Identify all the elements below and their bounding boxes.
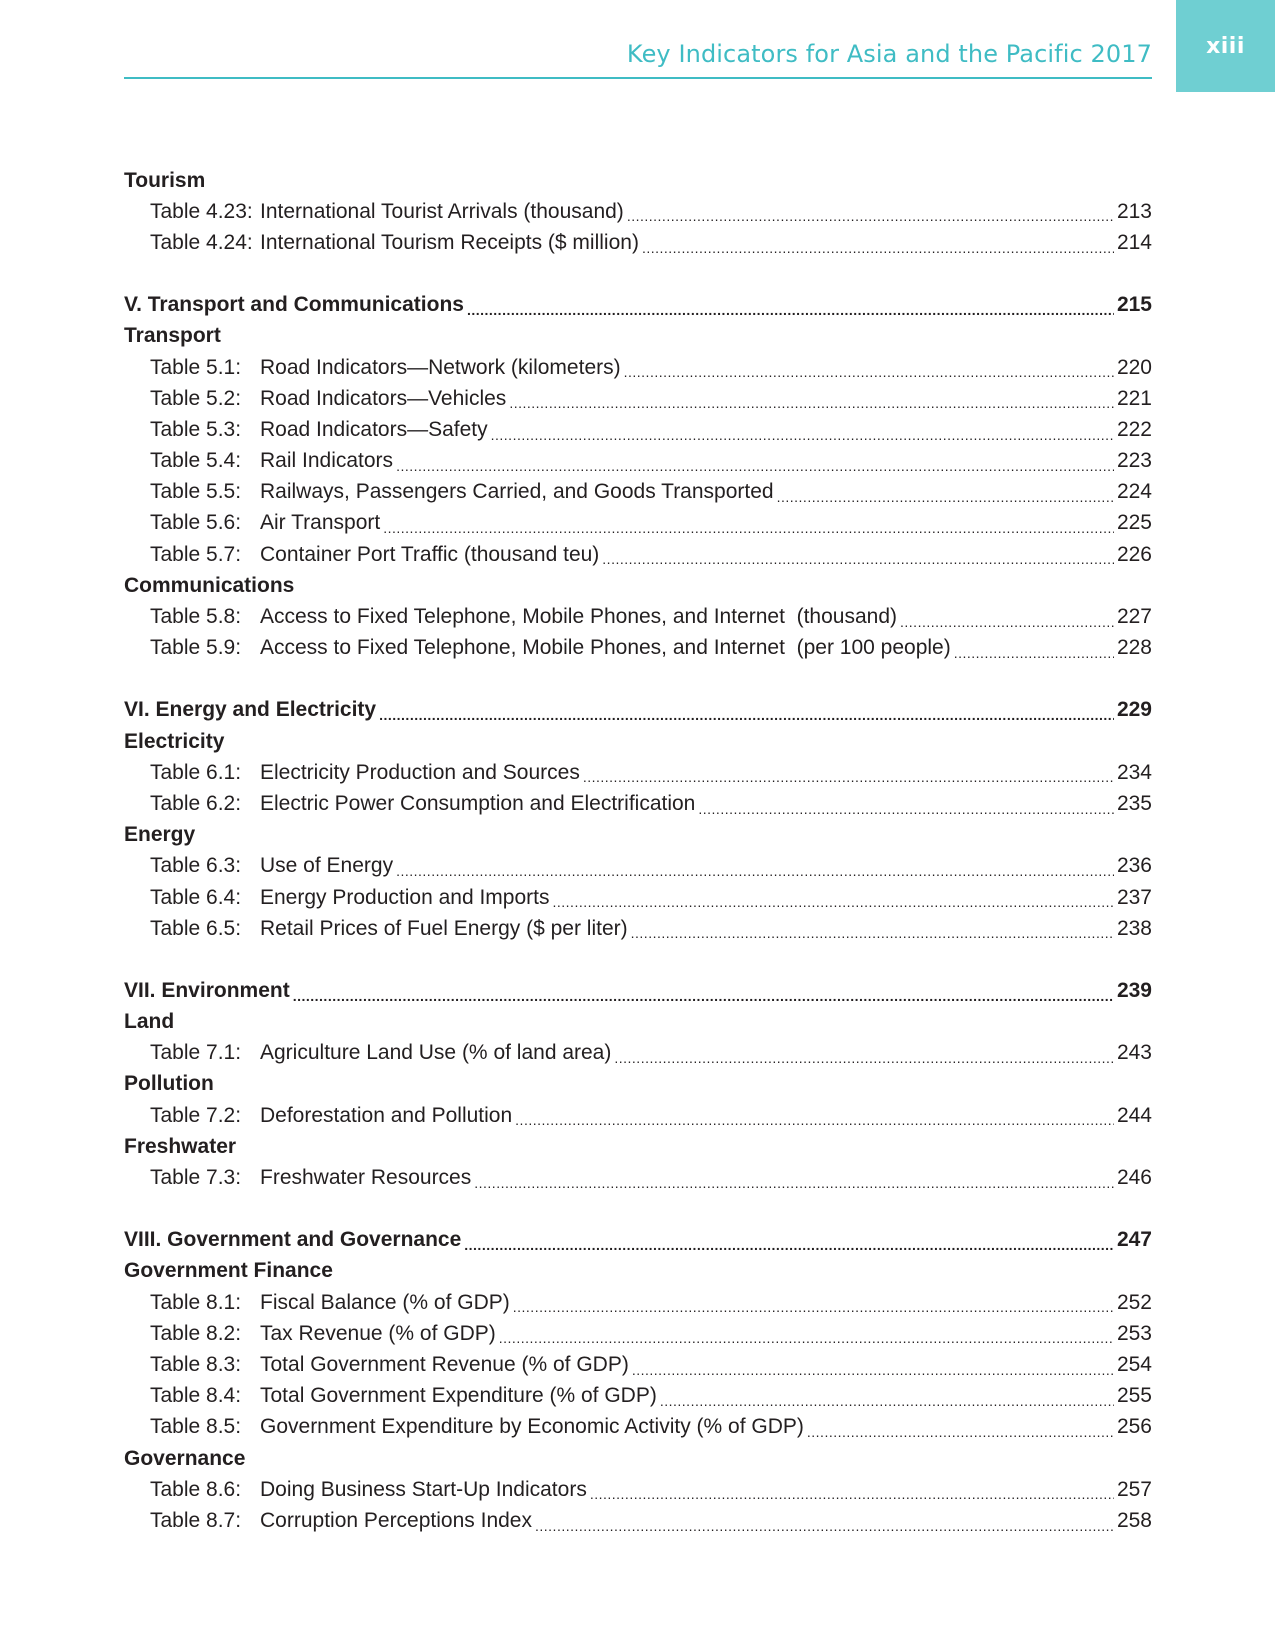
table-title: Access to Fixed Telephone, Mobile Phones, and Internet (per 100 people)	[260, 636, 951, 660]
table-number: Table 8.4:	[150, 1384, 242, 1408]
page-ref: 252	[1116, 1290, 1152, 1314]
page-ref: 222	[1116, 417, 1152, 441]
toc-entry[interactable]	[124, 1162, 1152, 1193]
page-ref: 247	[1116, 1228, 1152, 1252]
table-title: Government Expenditure by Economic Activity (% of GDP)	[260, 1415, 804, 1439]
dot-leader	[553, 885, 1114, 910]
toc-entry[interactable]	[124, 1100, 1152, 1131]
dot-leader	[509, 386, 1114, 411]
section-title: V. Transport and Communications	[124, 293, 464, 317]
toc-entry[interactable]	[124, 227, 1152, 258]
table-number: Table 4.23:	[150, 199, 253, 223]
table-title: Agriculture Land Use (% of land area)	[260, 1041, 612, 1065]
group-label: Land	[124, 1010, 175, 1034]
table-number: Table 8.7:	[150, 1508, 242, 1532]
dot-leader	[513, 1290, 1114, 1315]
group-title-energy	[124, 820, 1152, 851]
table-title: Total Government Revenue (% of GDP)	[260, 1352, 629, 1376]
page-ref: 258	[1116, 1508, 1152, 1532]
dot-leader	[293, 978, 1114, 1003]
dot-leader	[642, 230, 1114, 255]
dot-leader	[954, 636, 1114, 661]
dot-leader	[396, 449, 1114, 474]
dot-leader	[602, 542, 1114, 567]
page-ref: 215	[1116, 293, 1152, 317]
page-ref: 246	[1116, 1166, 1152, 1190]
dot-leader	[379, 698, 1114, 723]
dot-leader	[467, 293, 1114, 318]
table-number: Table 5.9:	[150, 636, 242, 660]
group-label: Pollution	[124, 1072, 214, 1096]
toc-entry[interactable]	[124, 633, 1152, 664]
group-title-tourism	[124, 165, 1152, 196]
page-ref: 227	[1116, 605, 1152, 629]
page-ref: 239	[1116, 978, 1152, 1002]
group-label: Transport	[124, 324, 221, 348]
group-title-transport	[124, 321, 1152, 352]
toc-entry[interactable]	[124, 1349, 1152, 1380]
dot-leader	[627, 199, 1114, 224]
section-heading-government-governance[interactable]	[124, 1225, 1152, 1256]
table-title: International Tourism Receipts ($ million)	[260, 230, 639, 254]
page-ref: 226	[1116, 542, 1152, 566]
table-number: Table 6.3:	[150, 854, 242, 878]
table-number: Table 5.8:	[150, 605, 242, 629]
group-label: Governance	[124, 1446, 246, 1470]
group-label: Energy	[124, 823, 196, 847]
toc-entry[interactable]	[124, 1412, 1152, 1443]
dot-leader	[777, 480, 1114, 505]
table-title: Road Indicators—Safety	[260, 417, 488, 441]
toc-entry[interactable]	[124, 383, 1152, 414]
section-heading-transport-communications[interactable]	[124, 290, 1152, 321]
dot-leader	[614, 1041, 1114, 1066]
dot-leader	[632, 1352, 1114, 1377]
toc-entry[interactable]	[124, 1318, 1152, 1349]
toc-entry[interactable]	[124, 196, 1152, 227]
table-number: Table 5.4:	[150, 449, 242, 473]
page-ref: 257	[1116, 1477, 1152, 1501]
table-title: Rail Indicators	[260, 449, 394, 473]
toc-entry[interactable]	[124, 1505, 1152, 1536]
page-ref: 256	[1116, 1415, 1152, 1439]
dot-leader	[464, 1228, 1114, 1253]
section-heading-environment[interactable]	[124, 975, 1152, 1006]
dot-leader	[499, 1321, 1114, 1346]
group-label: Electricity	[124, 729, 225, 753]
toc-entry[interactable]	[124, 1474, 1152, 1505]
toc-entry[interactable]	[124, 913, 1152, 944]
table-number: Table 5.2:	[150, 386, 242, 410]
dot-leader	[396, 854, 1114, 879]
page-ref: 225	[1116, 511, 1152, 535]
table-title: Energy Production and Imports	[260, 885, 550, 909]
dot-leader	[631, 916, 1114, 941]
toc-entry[interactable]	[124, 601, 1152, 632]
page-ref: 214	[1116, 230, 1152, 254]
dot-leader	[624, 355, 1114, 380]
table-title: Access to Fixed Telephone, Mobile Phones, and Internet (thousand)	[260, 605, 898, 629]
table-number: Table 8.6:	[150, 1477, 242, 1501]
dot-leader	[807, 1415, 1114, 1440]
group-label: Communications	[124, 573, 295, 597]
dot-leader	[660, 1384, 1114, 1409]
table-title: Retail Prices of Fuel Energy ($ per liter)	[260, 916, 628, 940]
page-number: xiii	[1206, 33, 1245, 59]
page-ref: 229	[1116, 698, 1152, 722]
running-title: Key Indicators for Asia and the Pacific 2017	[626, 40, 1152, 68]
table-title: International Tourist Arrivals (thousand)	[260, 199, 624, 223]
table-title: Air Transport	[260, 511, 381, 535]
table-number: Table 8.5:	[150, 1415, 242, 1439]
page-ref: 235	[1116, 791, 1152, 815]
table-title: Road Indicators—Network (kilometers)	[260, 355, 621, 379]
dot-leader	[698, 791, 1114, 816]
section-title: VI. Energy and Electricity	[124, 698, 377, 722]
group-title-communications	[124, 570, 1152, 601]
table-title: Doing Business Start-Up Indicators	[260, 1477, 587, 1501]
table-title: Fiscal Balance (% of GDP)	[260, 1290, 510, 1314]
table-number: Table 7.3:	[150, 1166, 242, 1190]
table-title: Freshwater Resources	[260, 1166, 472, 1190]
toc-entry[interactable]	[124, 1038, 1152, 1069]
dot-leader	[474, 1165, 1114, 1190]
table-number: Table 5.7:	[150, 542, 242, 566]
page-ref: 213	[1116, 199, 1152, 223]
section-heading-energy-electricity[interactable]	[124, 695, 1152, 726]
page-ref: 255	[1116, 1384, 1152, 1408]
page-number-tab	[1176, 0, 1275, 92]
table-number: Table 6.1:	[150, 760, 242, 784]
dot-leader	[900, 604, 1114, 629]
table-number: Table 8.1:	[150, 1290, 242, 1314]
section-title: VIII. Government and Governance	[124, 1228, 462, 1252]
table-title: Road Indicators—Vehicles	[260, 386, 507, 410]
table-number: Table 4.24:	[150, 230, 253, 254]
page-ref: 220	[1116, 355, 1152, 379]
toc-entry[interactable]	[124, 352, 1152, 383]
table-of-contents	[124, 165, 1152, 1537]
toc-entry[interactable]	[124, 477, 1152, 508]
dot-leader	[515, 1103, 1114, 1128]
table-number: Table 5.1:	[150, 355, 242, 379]
group-title-pollution	[124, 1069, 1152, 1100]
table-title: Railways, Passengers Carried, and Goods Transported	[260, 480, 774, 504]
page-ref: 228	[1116, 636, 1152, 660]
toc-entry[interactable]	[124, 757, 1152, 788]
table-number: Table 7.1:	[150, 1041, 242, 1065]
dot-leader	[535, 1508, 1114, 1533]
table-title: Tax Revenue (% of GDP)	[260, 1321, 496, 1345]
page-ref: 237	[1116, 885, 1152, 909]
toc-entry[interactable]	[124, 1381, 1152, 1412]
table-title: Use of Energy	[260, 854, 394, 878]
dot-leader	[590, 1477, 1114, 1502]
page-ref: 234	[1116, 760, 1152, 784]
section-title: VII. Environment	[124, 978, 290, 1002]
toc-entry[interactable]	[124, 539, 1152, 570]
toc-entry[interactable]	[124, 446, 1152, 477]
group-label: Freshwater	[124, 1134, 237, 1158]
group-title-land	[124, 1007, 1152, 1038]
group-title-governance	[124, 1443, 1152, 1474]
table-title: Container Port Traffic (thousand teu)	[260, 542, 600, 566]
toc-entry[interactable]	[124, 1287, 1152, 1318]
group-title-government-finance	[124, 1256, 1152, 1287]
header-rule	[124, 77, 1152, 79]
group-title-electricity	[124, 726, 1152, 757]
page-ref: 224	[1116, 480, 1152, 504]
toc-entry[interactable]	[124, 414, 1152, 445]
table-title: Total Government Expenditure (% of GDP)	[260, 1384, 657, 1408]
toc-entry[interactable]	[124, 851, 1152, 882]
table-number: Table 5.6:	[150, 511, 242, 535]
table-number: Table 5.5:	[150, 480, 242, 504]
group-title-freshwater	[124, 1131, 1152, 1162]
page-ref: 223	[1116, 449, 1152, 473]
page-ref: 243	[1116, 1041, 1152, 1065]
toc-entry[interactable]	[124, 508, 1152, 539]
toc-entry[interactable]	[124, 788, 1152, 819]
page-ref: 253	[1116, 1321, 1152, 1345]
table-number: Table 6.5:	[150, 916, 242, 940]
dot-leader	[491, 417, 1114, 442]
table-number: Table 6.2:	[150, 791, 242, 815]
page-ref: 238	[1116, 916, 1152, 940]
page-ref: 244	[1116, 1103, 1152, 1127]
table-title: Electric Power Consumption and Electrification	[260, 791, 696, 815]
page-ref: 236	[1116, 854, 1152, 878]
table-title: Corruption Perceptions Index	[260, 1508, 532, 1532]
page-ref: 221	[1116, 386, 1152, 410]
group-label: Government Finance	[124, 1259, 333, 1283]
group-label: Tourism	[124, 168, 206, 192]
table-number: Table 8.2:	[150, 1321, 242, 1345]
table-number: Table 8.3:	[150, 1352, 242, 1376]
table-title: Electricity Production and Sources	[260, 760, 580, 784]
table-number: Table 6.4:	[150, 885, 242, 909]
page-ref: 254	[1116, 1352, 1152, 1376]
table-title: Deforestation and Pollution	[260, 1103, 513, 1127]
dot-leader	[383, 511, 1114, 536]
table-number: Table 7.2:	[150, 1103, 242, 1127]
dot-leader	[583, 760, 1114, 785]
toc-entry[interactable]	[124, 882, 1152, 913]
table-number: Table 5.3:	[150, 417, 242, 441]
